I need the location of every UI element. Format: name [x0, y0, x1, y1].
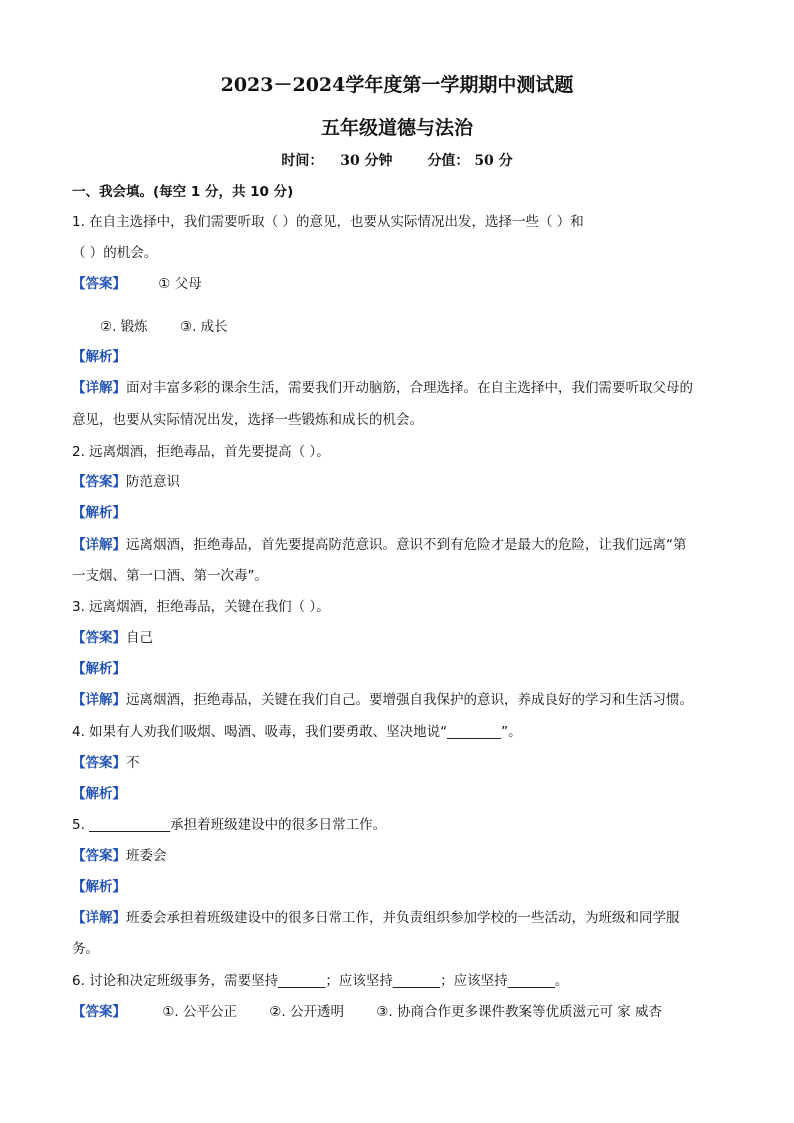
- answer-option-1: ① 父母: [158, 276, 202, 292]
- analysis-label: 【解析】: [72, 349, 126, 365]
- question-5-detail-1: [72, 908, 732, 928]
- question-2-analysis: [72, 503, 732, 523]
- detail-text: 远离烟酒，拒绝毒品，关键在我们自己。要增强自我保护的意识，养成良好的学习和生活习惯。: [126, 692, 693, 708]
- exam-subtitle: 五年级道德与法治: [320, 117, 473, 139]
- answer-text: 班委会: [126, 848, 167, 864]
- question-3-analysis: [72, 659, 732, 679]
- analysis-label: 【解析】: [72, 505, 126, 521]
- question-6-answer: [72, 1002, 732, 1022]
- answer-text: 防范意识: [126, 474, 180, 490]
- question-5-answer: [72, 846, 732, 866]
- question-4-analysis: [72, 784, 732, 804]
- question-3: 3. 远离烟酒，拒绝毒品，关键在我们（ ）。: [72, 599, 330, 615]
- detail-label: 【详解】: [72, 692, 126, 708]
- time-label: 时间：: [281, 153, 324, 169]
- question-3-answer: [72, 628, 732, 648]
- question-2-answer: [72, 472, 732, 492]
- question-6: 6. 讨论和决定班级事务，需要坚持_______；应该坚持_______；应该坚持_______。: [72, 973, 569, 989]
- question-1-line-1: 1. 在自主选择中，我们需要听取（ ）的意见，也要从实际情况出发，选择一些（ ）和: [72, 214, 584, 230]
- question-4-answer: [72, 753, 732, 773]
- answer-label: 【答案】: [72, 630, 126, 646]
- question-1-answer-cont: [100, 317, 760, 337]
- analysis-label: 【解析】: [72, 661, 126, 677]
- question-1-analysis: [72, 347, 732, 367]
- question-5-detail-2: 务。: [72, 941, 99, 957]
- question-1-line-2: （ ）的机会。: [72, 245, 158, 261]
- score-value: 50 分: [474, 153, 513, 169]
- score-label: 分值：: [427, 153, 470, 169]
- answer-option-2: ②. 锻炼: [100, 319, 148, 335]
- answer-option-2: ②. 公开透明: [269, 1004, 344, 1020]
- analysis-label: 【解析】: [72, 879, 126, 895]
- question-3-detail: [72, 690, 732, 710]
- answer-text: 不: [126, 755, 140, 771]
- section-heading: 一、我会填。(每空 1 分，共 10 分): [72, 184, 294, 200]
- answer-label: 【答案】: [72, 755, 126, 771]
- answer-text: 自己: [126, 630, 153, 646]
- answer-label: 【答案】: [72, 276, 126, 292]
- question-1-answer: [72, 274, 732, 294]
- exam-meta: [0, 150, 794, 170]
- question-5: 5. ____________承担着班级建设中的很多日常工作。: [72, 817, 387, 833]
- time-value: 30 分钟: [340, 153, 393, 169]
- question-2-detail-2: 一支烟、第一口酒、第一次毒”。: [72, 568, 268, 584]
- detail-label: 【详解】: [72, 537, 126, 553]
- exam-title: 2023－2024学年度第一学期期中测试题: [220, 74, 574, 96]
- detail-text: 远离烟酒，拒绝毒品，首先要提高防范意识。意识不到有危险才是最大的危险，让我们远离“第: [126, 537, 687, 553]
- detail-text: 面对丰富多彩的课余生活，需要我们开动脑筋，合理选择。在自主选择中，我们需要听取父母的: [126, 380, 693, 396]
- analysis-label: 【解析】: [72, 786, 126, 802]
- detail-label: 【详解】: [72, 380, 126, 396]
- question-1-detail-2: 意见，也要从实际情况出发，选择一些锻炼和成长的机会。: [72, 412, 423, 428]
- answer-option-1: ①. 公平公正: [162, 1004, 237, 1020]
- question-5-analysis: [72, 877, 732, 897]
- question-1-detail-1: [72, 378, 732, 398]
- detail-text: 班委会承担着班级建设中的很多日常工作，并负责组织参加学校的一些活动，为班级和同学服: [126, 910, 680, 926]
- answer-label: 【答案】: [72, 848, 126, 864]
- answer-option-3: ③. 成长: [179, 319, 228, 335]
- answer-label: 【答案】: [72, 1004, 126, 1020]
- question-2: 2. 远离烟酒，拒绝毒品，首先要提高（ ）。: [72, 444, 330, 460]
- question-2-detail-1: [72, 535, 732, 555]
- detail-label: 【详解】: [72, 910, 126, 926]
- answer-label: 【答案】: [72, 474, 126, 490]
- question-4: 4. 如果有人劝我们吸烟、喝酒、吸毒，我们要勇敢、坚决地说“________”。: [72, 724, 522, 740]
- answer-option-3: ③. 协商合作更多课件教案等优质滋元可 家 威杏: [376, 1004, 663, 1020]
